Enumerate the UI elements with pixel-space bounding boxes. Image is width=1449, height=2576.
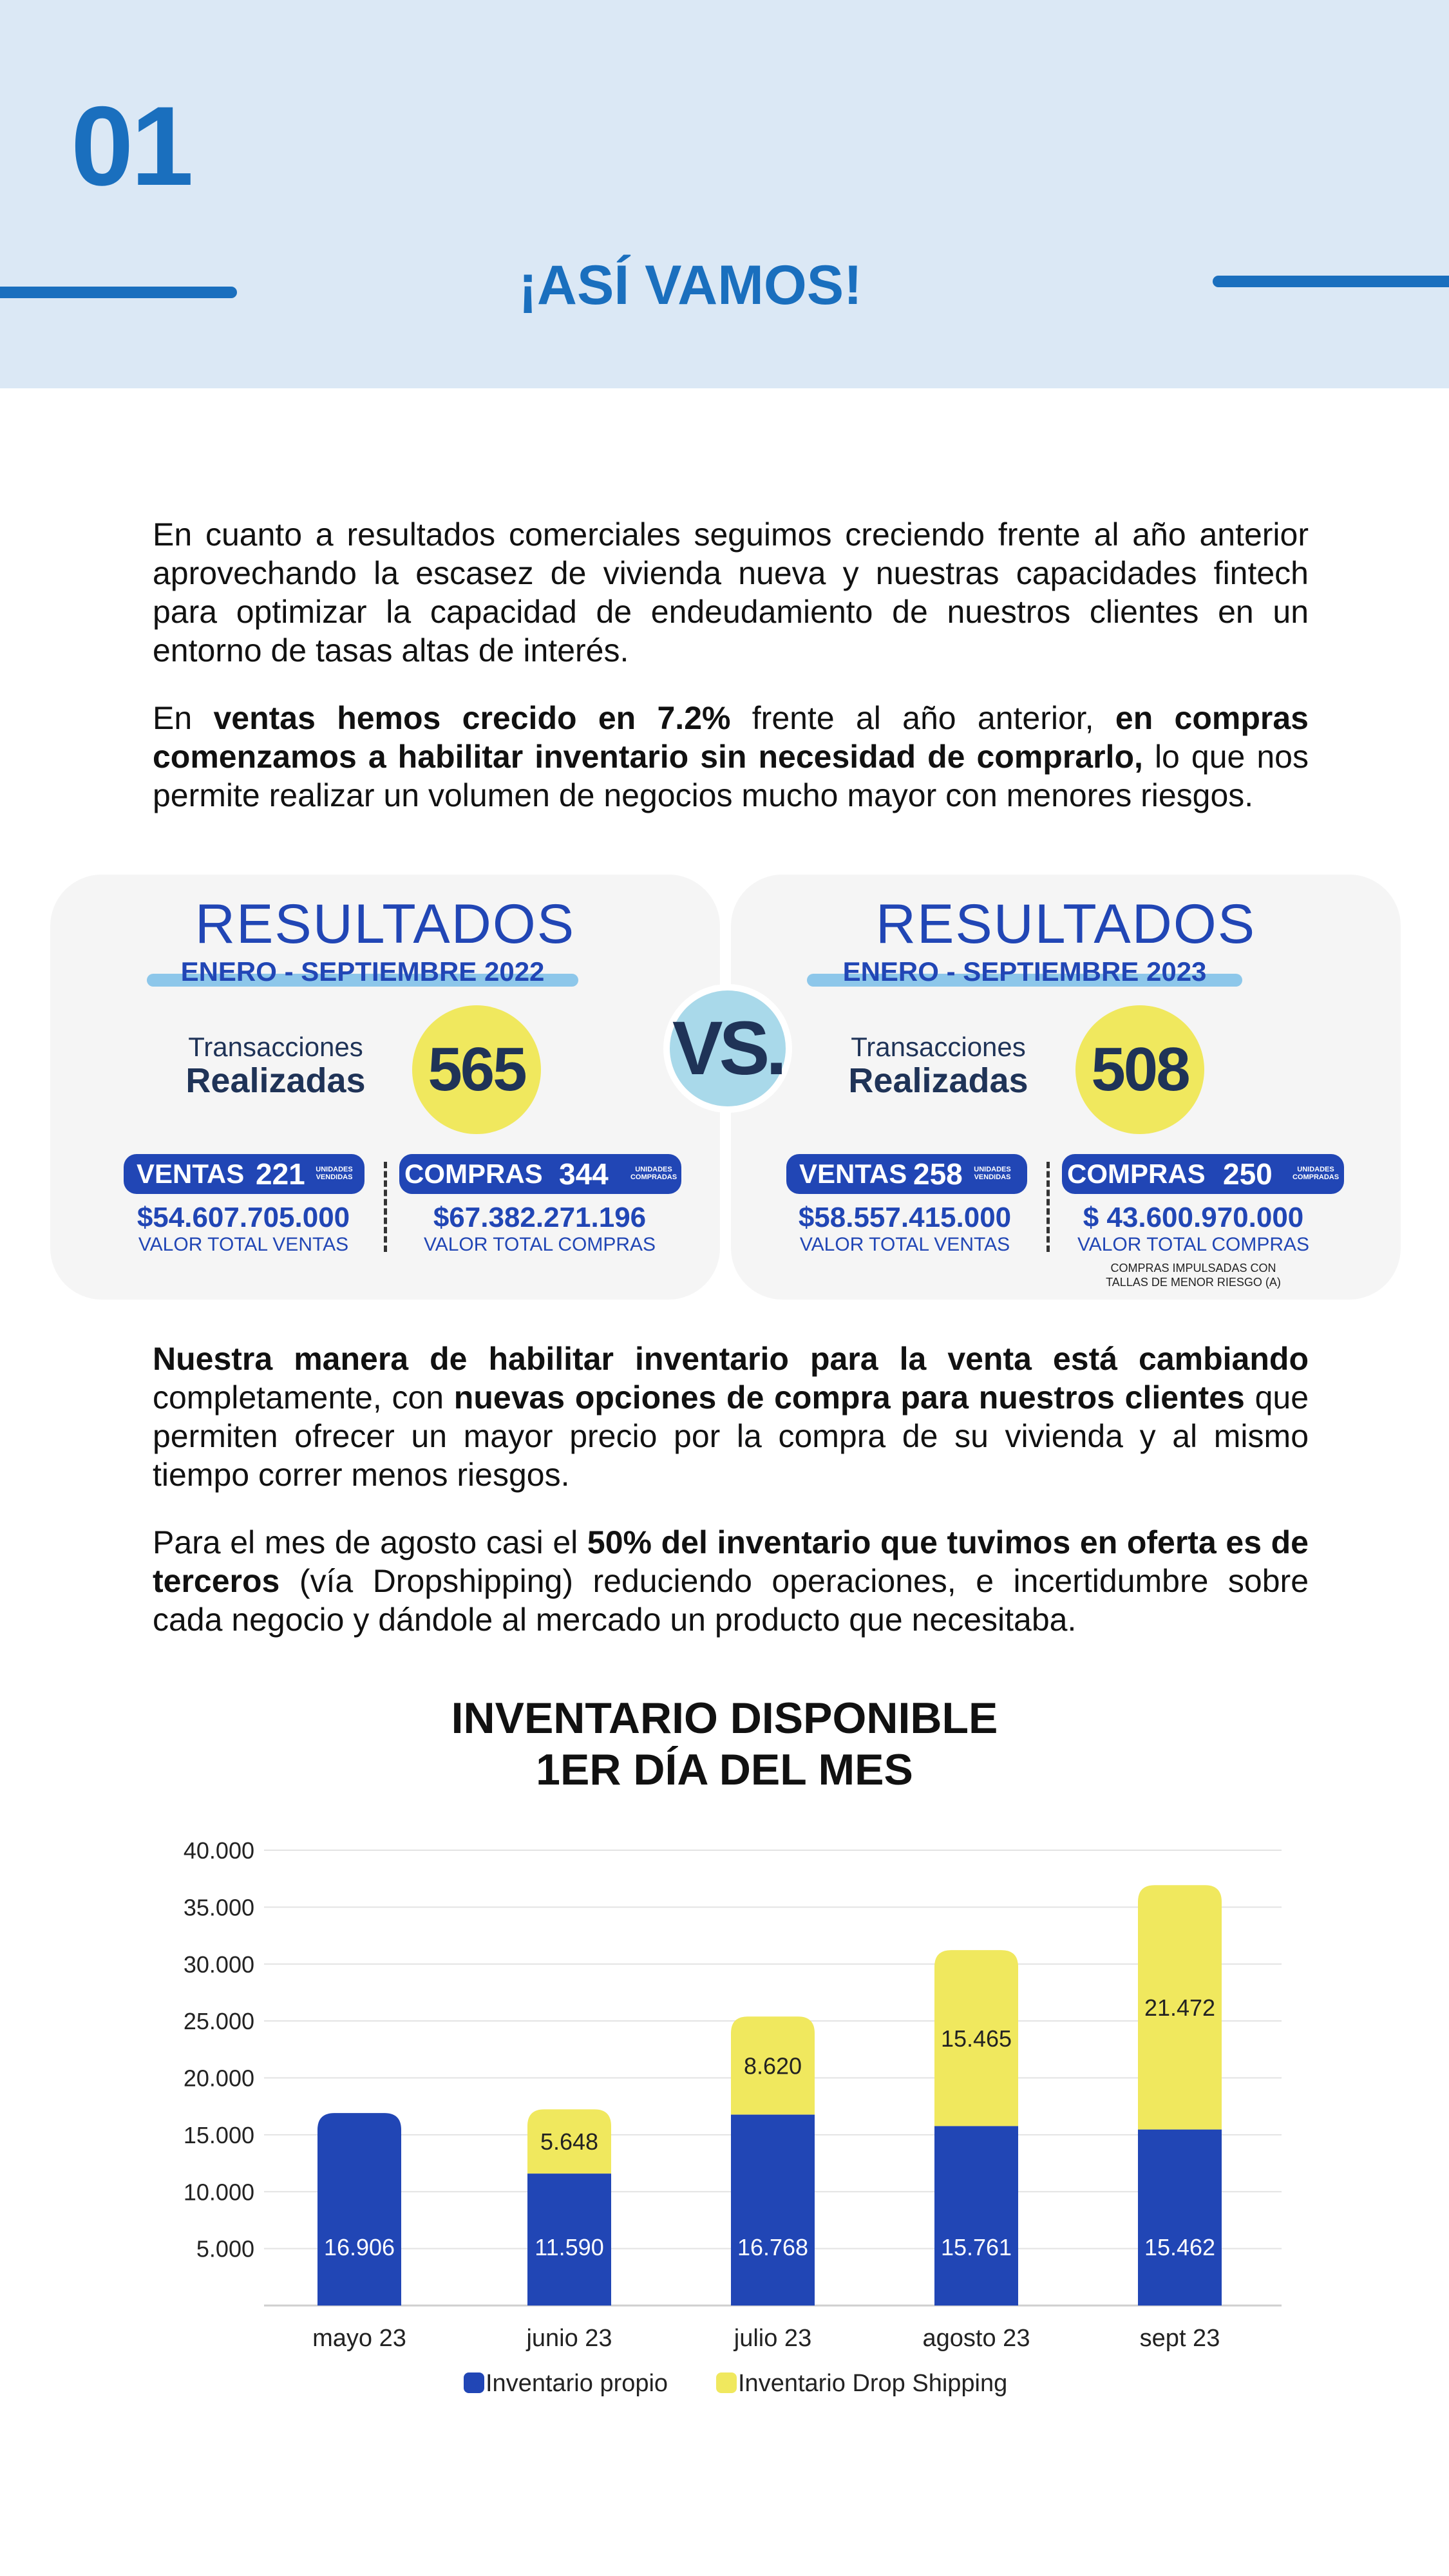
ventas-units-caption-1: UNIDADES xyxy=(974,1166,1011,1173)
text-run: Para el mes de agosto casi el xyxy=(153,1524,587,1560)
text-run: frente al año anterior, xyxy=(730,700,1115,736)
legend-label: Inventario Drop Shipping xyxy=(738,2370,1008,2397)
compras-total: $67.382.271.196 xyxy=(433,1202,647,1233)
y-tick-label: 5.000 xyxy=(196,2235,254,2262)
compras-units-caption-2: COMPRADAS xyxy=(630,1173,677,1181)
legend-swatch xyxy=(464,2372,484,2393)
legend-item xyxy=(716,2367,1007,2400)
y-tick-label: 25.000 xyxy=(183,2008,254,2035)
compras-label: COMPRAS xyxy=(1067,1159,1206,1189)
bar-value-label: 21.472 xyxy=(1144,1994,1216,2021)
chart-legend xyxy=(0,2367,1449,2400)
compras-note-line2: TALLAS DE MENOR RIESGO (A) xyxy=(1106,1276,1281,1289)
card-title: RESULTADOS xyxy=(194,893,576,955)
ventas-label: VENTAS xyxy=(799,1159,907,1189)
y-tick-label: 35.000 xyxy=(183,1894,254,1921)
y-tick-label: 30.000 xyxy=(183,1951,254,1978)
ventas-units-caption-2: VENDIDAS xyxy=(974,1173,1011,1181)
text-run: que permiten ofrecer un mayor precio por la compra de su vivienda y al mismo tiempo correr menos riesgos. xyxy=(153,1379,1309,1493)
ventas-total: $54.607.705.000 xyxy=(137,1202,350,1233)
y-tick-label: 40.000 xyxy=(183,1837,254,1864)
transactions-value: 508 xyxy=(1075,1005,1204,1134)
compras-units-caption-2: COMPRADAS xyxy=(1292,1173,1340,1181)
bar-value-label: 11.590 xyxy=(535,2234,604,2260)
text-run: (vía Dropshipping) reduciendo operaciones, e incertidumbre sobre cada negocio y dándole al mercado un producto que necesitaba. xyxy=(153,1563,1309,1638)
ventas-units: 221 xyxy=(256,1157,305,1191)
legend-label: Inventario propio xyxy=(486,2370,668,2397)
transactions-value: 565 xyxy=(412,1005,541,1134)
compras-units: 344 xyxy=(559,1157,609,1191)
compras-units-caption-1: UNIDADES xyxy=(1297,1166,1334,1173)
ventas-label: VENTAS xyxy=(137,1159,245,1189)
text-run: completamente, con xyxy=(153,1379,454,1416)
y-tick-label: 10.000 xyxy=(183,2179,254,2206)
vs-badge: VS. xyxy=(663,984,792,1113)
x-tick-label: junio 23 xyxy=(526,2325,612,2352)
card-title: RESULTADOS xyxy=(875,893,1256,955)
ventas-units-caption-2: VENDIDAS xyxy=(316,1173,353,1181)
bar-value-label: 8.620 xyxy=(743,2052,802,2079)
compras-note-line1: COMPRAS IMPULSADAS CON xyxy=(1110,1262,1276,1274)
bar-value-label: 5.648 xyxy=(540,2128,599,2155)
period-text: ENERO - SEPTIEMBRE 2022 xyxy=(180,956,545,987)
compras-total-label: VALOR TOTAL COMPRAS xyxy=(1077,1234,1310,1255)
x-tick-label: agosto 23 xyxy=(922,2325,1030,2352)
ventas-total-label: VALOR TOTAL VENTAS xyxy=(799,1234,1010,1255)
intro-paragraph-1: En cuanto a resultados comerciales seguimos creciendo frente al año anterior aprovechando la escasez de vivienda nueva y nuestras capacidades fintech para optimizar la capacidad de endeudamiento de nuestros clientes en un entorno de tasas altas de interés. xyxy=(153,516,1309,668)
ventas-units-caption-1: UNIDADES xyxy=(316,1166,353,1173)
ventas-total-label: VALOR TOTAL VENTAS xyxy=(138,1234,349,1255)
bar-value-label: 15.761 xyxy=(940,2234,1012,2260)
transactions-label-line1: Transacciones xyxy=(851,1032,1026,1062)
transactions-label-line1: Transacciones xyxy=(188,1032,363,1062)
legend-item xyxy=(464,2367,668,2400)
bar-value-label: 16.906 xyxy=(323,2234,395,2260)
bar-propio xyxy=(934,2126,1018,2306)
x-tick-label: mayo 23 xyxy=(312,2325,406,2352)
bar-value-label: 15.465 xyxy=(940,2025,1012,2052)
x-tick-label: julio 23 xyxy=(734,2325,812,2352)
bold-text-run: Nuestra manera de habilitar inventario para la venta está cambiando xyxy=(153,1341,1309,1377)
bold-text-run: ventas hemos crecido en 7.2% xyxy=(213,700,731,736)
text-run: En xyxy=(153,700,214,736)
bar-value-label: 15.462 xyxy=(1144,2234,1216,2260)
x-tick-label: sept 23 xyxy=(1139,2325,1220,2352)
ventas-total: $58.557.415.000 xyxy=(798,1202,1012,1233)
page-title-text: ¡ASÍ VAMOS! xyxy=(518,254,862,316)
bold-text-run: 50% del inventario que tuvimos en oferta es de terceros xyxy=(153,1524,1309,1599)
chart-title-line2: 1ER DÍA DEL MES xyxy=(536,1745,913,1794)
transactions-label-line2: Realizadas xyxy=(848,1061,1028,1101)
compras-total: $ 43.600.970.000 xyxy=(1083,1202,1304,1233)
compras-label: COMPRAS xyxy=(404,1159,543,1189)
bar-value-label: 16.768 xyxy=(737,2234,809,2260)
compras-units-caption-1: UNIDADES xyxy=(635,1166,672,1173)
y-tick-label: 15.000 xyxy=(183,2121,254,2148)
compras-units: 250 xyxy=(1223,1157,1273,1191)
bar-propio xyxy=(317,2113,401,2306)
chart-title-line1: INVENTARIO DISPONIBLE xyxy=(451,1694,998,1743)
compras-total-label: VALOR TOTAL COMPRAS xyxy=(423,1234,656,1255)
ventas-units: 258 xyxy=(913,1157,963,1191)
y-tick-label: 20.000 xyxy=(183,2065,254,2092)
section-number: 01 xyxy=(71,84,191,209)
bar-propio xyxy=(731,2115,815,2306)
period-text: ENERO - SEPTIEMBRE 2023 xyxy=(842,956,1207,987)
bold-text-run: en compras comenzamos a habilitar inventario sin necesidad de comprarlo, xyxy=(153,700,1309,775)
transactions-label-line2: Realizadas xyxy=(185,1061,366,1101)
bold-text-run: nuevas opciones de compra para nuestros clientes xyxy=(453,1379,1245,1416)
legend-swatch xyxy=(716,2372,737,2393)
text-run: lo que nos permite realizar un volumen de negocios mucho mayor con menores riesgos. xyxy=(153,739,1309,813)
bar-propio xyxy=(1138,2130,1222,2306)
